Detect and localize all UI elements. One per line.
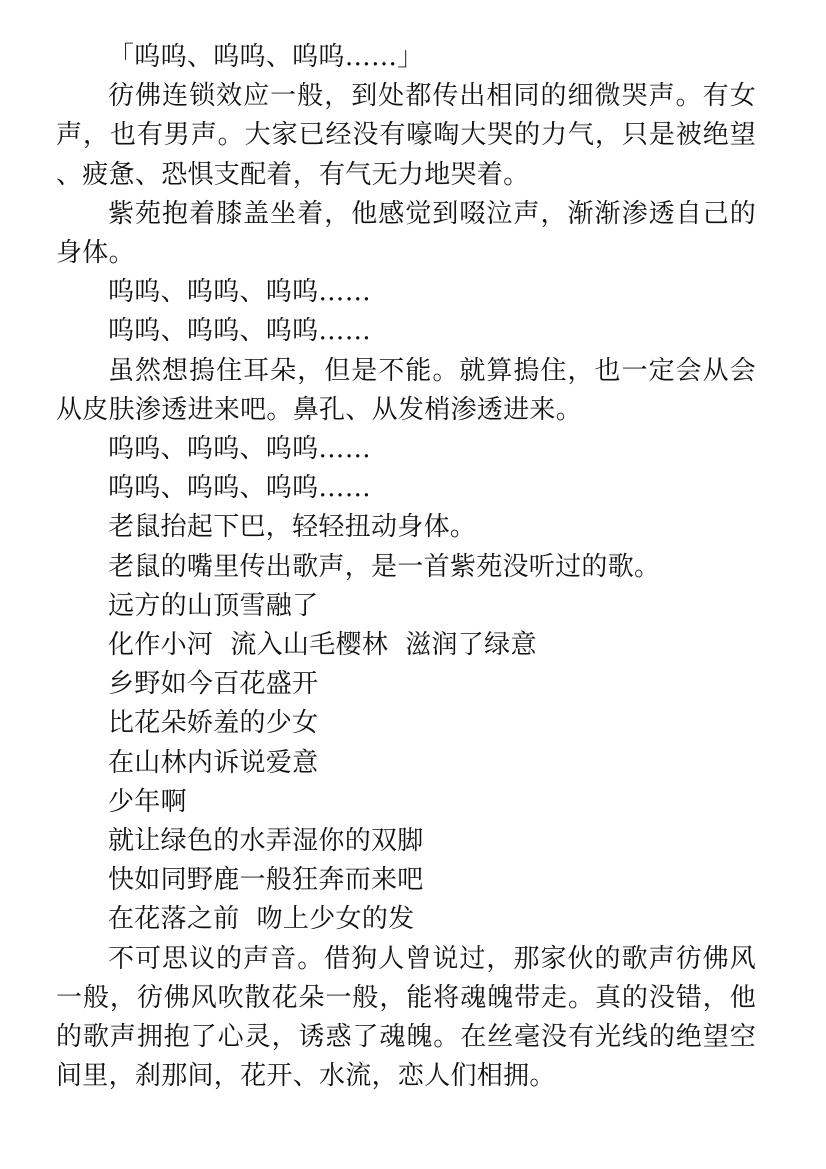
song-line: 乡野如今百花盛开 — [108, 669, 319, 700]
song-line: 就让绿色的水弄湿你的双脚 — [108, 826, 424, 857]
song-line: 在山林内诉说爱意 — [108, 747, 319, 778]
sob-line: 呜呜、呜呜、呜呜…… — [108, 316, 372, 347]
song-line: 少年啊 — [108, 786, 187, 817]
song-line: 远方的山顶雪融了 — [108, 590, 319, 621]
song-line: 在花落之前 吻上少女的发 — [108, 904, 415, 935]
document-page — [56, 38, 756, 1096]
paragraph: 不可思议的声音。借狗人曾说过，那家伙的歌声彷佛风一般，彷佛风吹散花朵一般，能将魂魄带走。真的没错，他的歌声拥抱了心灵，诱惑了魂魄。在丝毫没有光线的绝望空间里，刹那间，花开、水流，恋人们相拥。 — [56, 943, 756, 1092]
paragraph: 紫苑抱着膝盖坐着，他感觉到啜泣声，渐渐渗透自己的身体。 — [56, 198, 756, 269]
paragraph: 虽然想摀住耳朵，但是不能。就算摀住，也一定会从会从皮肤渗透进来吧。鼻孔、从发梢渗透进来。 — [56, 355, 756, 425]
sob-line: 呜呜、呜呜、呜呜…… — [108, 434, 372, 465]
song-line: 快如同野鹿一般狂奔而来吧 — [108, 865, 424, 896]
sob-line: 呜呜、呜呜、呜呜…… — [108, 473, 372, 504]
paragraph: 「呜呜、呜呜、呜呜……」 — [108, 42, 424, 72]
paragraph: 彷佛连锁效应一般，到处都传出相同的细微哭声。有女声，也有男声。大家已经没有嚎啕大哭的力气，只是被绝望、疲惫、恐惧支配着，有气无力地哭着。 — [56, 81, 756, 190]
song-line: 化作小河 流入山毛樱林 滋润了绿意 — [108, 630, 537, 661]
sob-line: 呜呜、呜呜、呜呜…… — [108, 277, 372, 308]
paragraph: 老鼠的嘴里传出歌声，是一首紫苑没听过的歌。 — [108, 551, 661, 582]
song-line: 比花朵娇羞的少女 — [108, 708, 319, 739]
paragraph: 老鼠抬起下巴，轻轻扭动身体。 — [108, 512, 477, 543]
